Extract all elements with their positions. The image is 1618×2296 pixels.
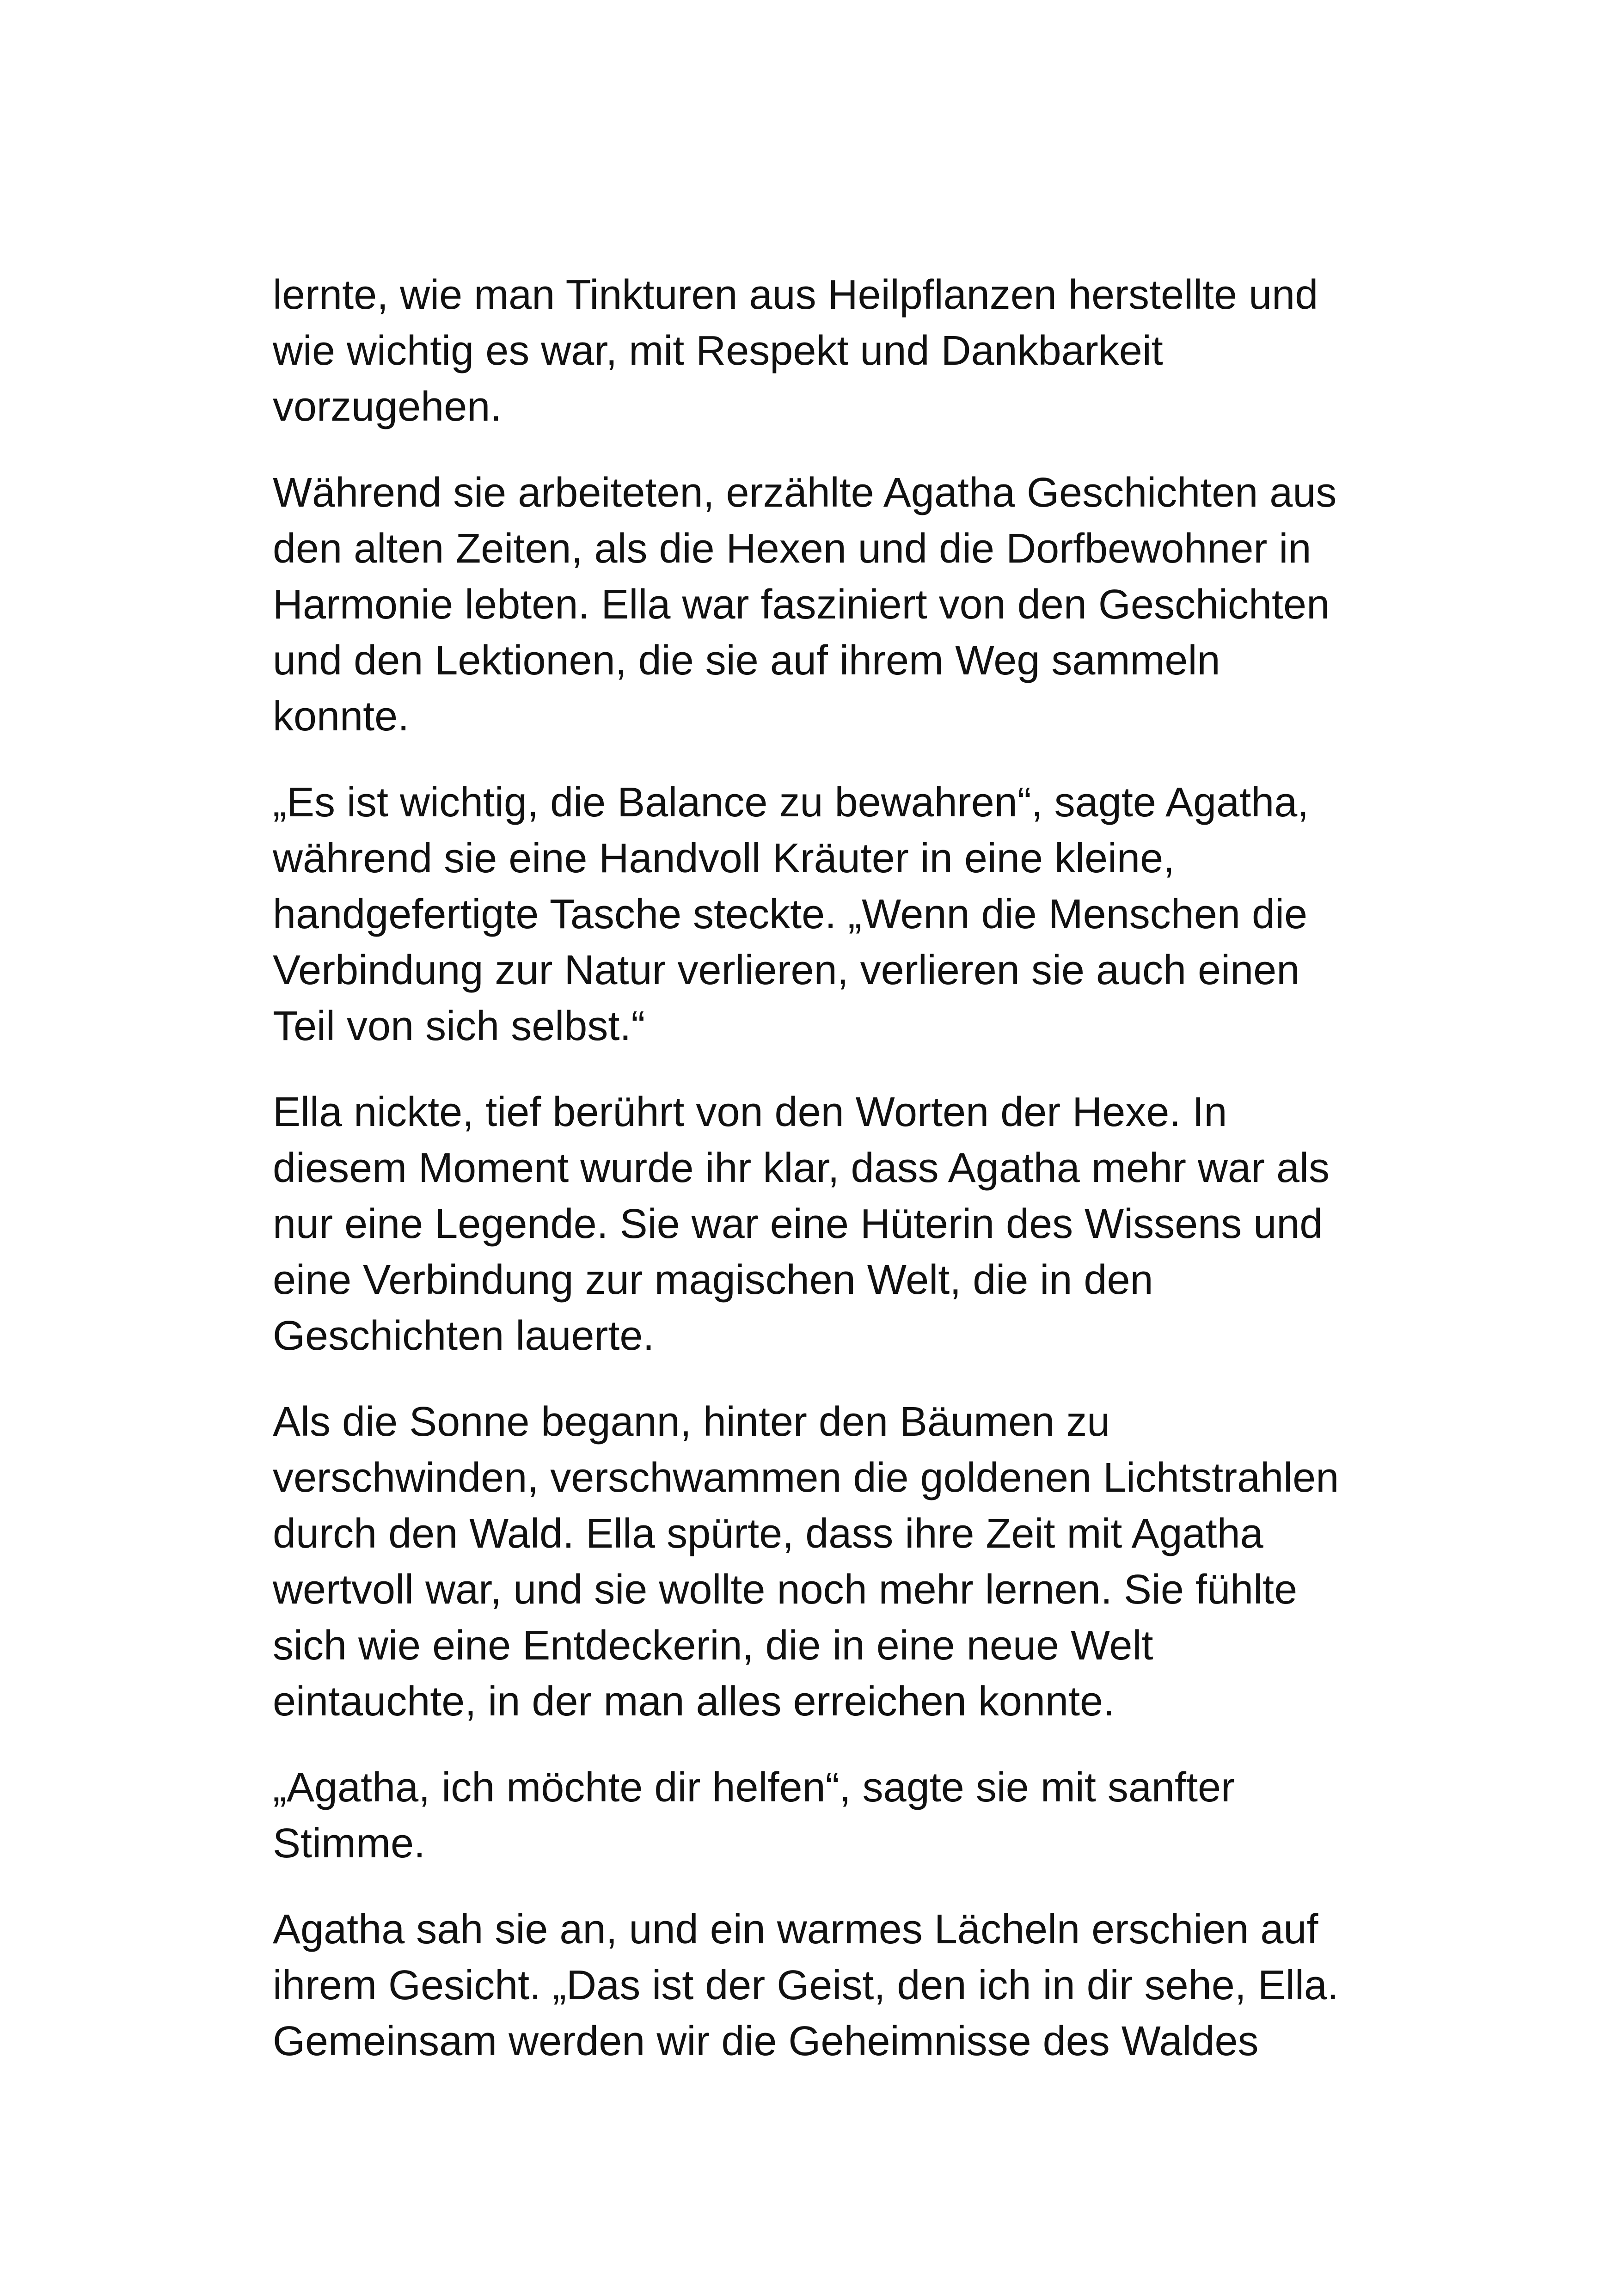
text-line: sich wie eine Entdeckerin, die in eine neue Welt xyxy=(273,1623,1153,1669)
paragraph xyxy=(273,267,1382,435)
text-line: durch den Wald. Ella spürte, dass ihre Zeit mit Agatha xyxy=(273,1511,1263,1557)
paragraph xyxy=(273,1760,1382,1872)
text-line: Als die Sonne begann, hinter den Bäumen zu xyxy=(273,1399,1110,1445)
text-line: Ella nickte, tief berührt von den Worten der Hexe. In xyxy=(273,1089,1227,1135)
text-line: eintauchte, in der man alles erreichen konnte. xyxy=(273,1678,1115,1725)
text-line: Geschichten lauerte. xyxy=(273,1313,655,1359)
text-line: diesem Moment wurde ihr klar, dass Agatha mehr war als xyxy=(273,1145,1330,1191)
text-line: handgefertigte Tasche steckte. „Wenn die Menschen die xyxy=(273,891,1308,937)
text-line: Harmonie lebten. Ella war fasziniert von den Geschichten xyxy=(273,582,1330,628)
text-line: wie wichtig es war, mit Respekt und Dankbarkeit xyxy=(273,328,1163,374)
text-line: verschwinden, verschwammen die goldenen Lichtstrahlen xyxy=(273,1455,1339,1501)
text-line: konnte. xyxy=(273,693,410,740)
text-line: nur eine Legende. Sie war eine Hüterin des Wissens und xyxy=(273,1201,1323,1247)
text-line: während sie eine Handvoll Kräuter in eine kleine, xyxy=(273,835,1175,882)
text-line: lernte, wie man Tinkturen aus Heilpflanzen herstellte und xyxy=(273,272,1318,318)
text-line: vorzugehen. xyxy=(273,384,502,430)
text-line: Verbindung zur Natur verlieren, verlieren sie auch einen xyxy=(273,947,1300,993)
text-line: Während sie arbeiteten, erzählte Agatha Geschichten aus xyxy=(273,470,1337,516)
paragraph xyxy=(273,775,1382,1054)
paragraph xyxy=(273,1394,1382,1730)
text-line: „Agatha, ich möchte dir helfen“, sagte sie mit sanfter xyxy=(273,1764,1235,1811)
text-line: Agatha sah sie an, und ein warmes Lächeln erschien auf xyxy=(273,1906,1318,1953)
text-line: ihrem Gesicht. „Das ist der Geist, den ich in dir sehe, Ella. xyxy=(273,1962,1339,2008)
body-text xyxy=(273,267,1382,2100)
text-line: Stimme. xyxy=(273,1820,426,1867)
text-line: den alten Zeiten, als die Hexen und die Dorfbewohner in xyxy=(273,526,1312,572)
text-line: „Es ist wichtig, die Balance zu bewahren“, sagte Agatha, xyxy=(273,779,1309,826)
paragraph xyxy=(273,1902,1382,2069)
text-line: wertvoll war, und sie wollte noch mehr lernen. Sie fühlte xyxy=(273,1567,1298,1613)
text-line: und den Lektionen, die sie auf ihrem Weg sammeln xyxy=(273,637,1220,684)
paragraph xyxy=(273,465,1382,745)
text-line: Gemeinsam werden wir die Geheimnisse des Waldes xyxy=(273,2018,1259,2064)
text-line: Teil von sich selbst.“ xyxy=(273,1003,645,1049)
text-line: eine Verbindung zur magischen Welt, die in den xyxy=(273,1257,1153,1303)
paragraph xyxy=(273,1084,1382,1364)
